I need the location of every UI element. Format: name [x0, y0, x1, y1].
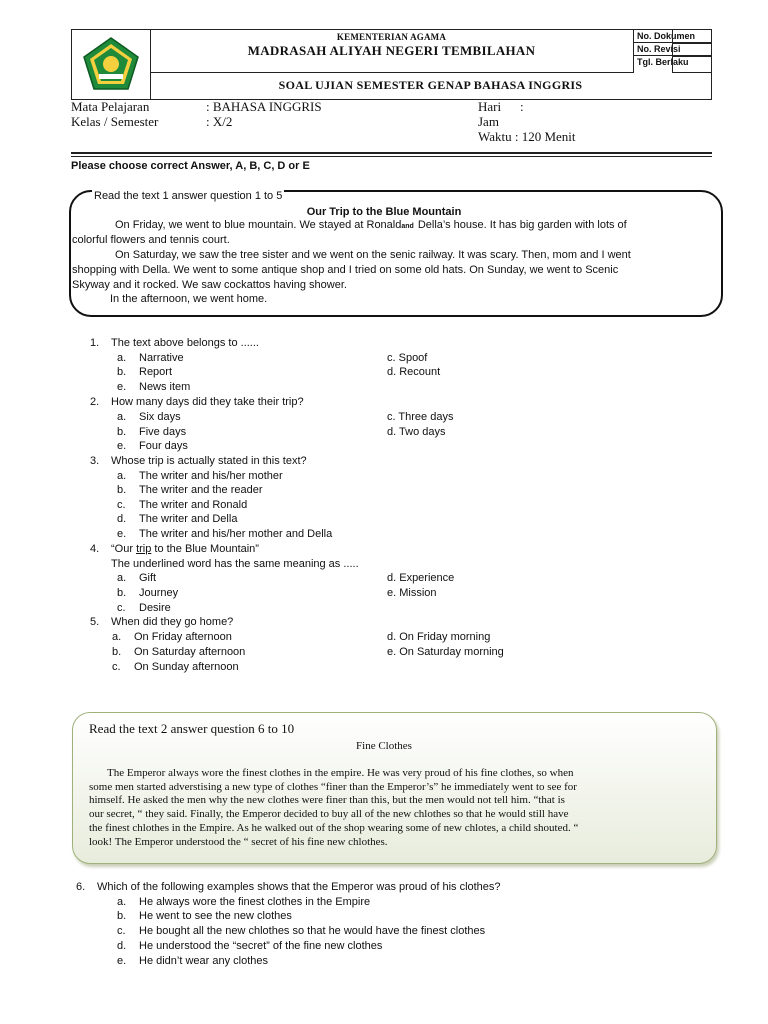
option-letter: b.	[117, 426, 127, 438]
text1-heading: Read the text 1 answer question 1 to 5	[94, 190, 283, 202]
option-letter: d.	[117, 940, 127, 952]
day-value: :	[520, 99, 524, 114]
text1-line-5: Skyway and it rocked. We saw cockattos having shower.	[72, 279, 347, 291]
exam-title-cell	[150, 72, 711, 99]
meta-value-revision	[672, 43, 711, 57]
q5-option-b: On Saturday afternoon	[134, 646, 246, 658]
option-letter: c.	[117, 925, 126, 937]
text2-heading: Read the text 2 answer question 6 to 10	[89, 721, 295, 736]
question-2-text: How many days did they take their trip?	[111, 396, 304, 408]
question-5-text: When did they go home?	[111, 616, 234, 628]
divider-thin	[71, 156, 712, 157]
q3-option-b: The writer and the reader	[139, 484, 263, 496]
q1-option-d: d. Recount	[387, 366, 441, 378]
school-title-cell	[150, 30, 634, 73]
option-letter: a.	[112, 631, 122, 643]
question-4-text: “Our trip to the Blue Mountain”	[111, 543, 259, 555]
q5-option-e: e. On Saturday morning	[387, 646, 504, 658]
option-letter: a.	[117, 411, 127, 423]
option-letter: c.	[112, 661, 121, 673]
text2-title: Fine Clothes	[356, 740, 412, 752]
option-letter: e.	[117, 528, 127, 540]
ministry-name: KEMENTERIAN AGAMA	[336, 32, 447, 42]
underlined-word: trip	[136, 543, 152, 555]
question-number: 3.	[90, 455, 100, 467]
question-number: 6.	[76, 881, 86, 893]
q2-option-d: d. Two days	[387, 426, 446, 438]
text2-line-1: The Emperor always wore the finest clothes in the empire. He was very proud of his fine clothes, so when	[107, 767, 574, 779]
text1-line-6: In the afternoon, we went home.	[110, 293, 268, 305]
question-4-subtext: The underlined word has the same meaning as .....	[111, 558, 359, 570]
meta-valid-date: Tgl. Berlaku	[637, 57, 689, 67]
text1-line-1: On Friday, we went to blue mountain. We stayed at Ronaldand Della’s house. It has big garden with lots of	[115, 219, 627, 231]
question-3-text: Whose trip is actually stated in this text?	[111, 455, 307, 467]
class-value: : X/2	[206, 114, 233, 129]
header-table	[71, 29, 712, 100]
q3-option-d: The writer and Della	[139, 513, 238, 525]
question-number: 1.	[90, 337, 100, 349]
q4-option-a: Gift	[139, 572, 157, 584]
option-letter: b.	[117, 587, 127, 599]
meta-doc-number: No. Dokumen	[633, 30, 711, 43]
option-letter: a.	[117, 572, 127, 584]
exam-title: SOAL UJIAN SEMESTER GENAP BAHASA INGGRIS	[278, 78, 583, 92]
option-letter: b.	[117, 366, 127, 378]
option-letter: d.	[117, 513, 127, 525]
question-number: 2.	[90, 396, 100, 408]
option-letter: b.	[112, 646, 122, 658]
option-letter: a.	[117, 470, 127, 482]
option-letter: e.	[117, 955, 127, 967]
q1-option-c: c. Spoof	[387, 352, 428, 364]
q5-option-d: d. On Friday morning	[387, 631, 491, 643]
q6-option-a: He always wore the finest clothes in the Empire	[139, 896, 371, 908]
q2-option-e: Four days	[139, 440, 188, 452]
text1-line-4: shopping with Della. We went to some antique shop and I tried on some old hats. On Sunday, we went to Scenic	[72, 264, 619, 276]
q6-option-b: He went to see the new clothes	[139, 910, 292, 922]
q6-option-e: He didn’t wear any clothes	[139, 955, 269, 967]
question-1-text: The text above belongs to ......	[111, 337, 259, 349]
option-letter: e.	[117, 440, 127, 452]
question-number: 4.	[90, 543, 100, 555]
text2-line-6: look! The Emperor understood the “ secret of his fine new chlothes.	[89, 836, 388, 848]
meta-revision: No. Revisi	[633, 43, 711, 56]
text1-line-3: On Saturday, we saw the tree sister and we went on the senic railway. It was scary. Then, mom and I went	[115, 249, 631, 261]
time-label: Waktu : 120 Menit	[478, 129, 576, 144]
text2-line-5: the finest chlothes in the Empire. As he walked out of the shop wearing some of new chlotes, a child shouted. “	[89, 822, 579, 834]
class-label: Kelas / Semester	[71, 114, 159, 129]
text2-line-3: himself. He asked the men why the new clothes were finer than this, but the men would not tell him. “that is	[89, 794, 565, 806]
option-letter: a.	[117, 896, 127, 908]
q2-option-c: c. Three days	[387, 411, 454, 423]
q2-option-b: Five days	[139, 426, 187, 438]
q1-option-a: Narrative	[139, 352, 184, 364]
meta-value-date	[672, 56, 711, 73]
option-letter: e.	[117, 381, 127, 393]
q4-option-b: Journey	[139, 587, 179, 599]
option-letter: a.	[117, 352, 127, 364]
q1-option-e: News item	[139, 381, 191, 393]
q5-option-c: On Sunday afternoon	[134, 661, 239, 673]
q6-option-c: He bought all the new chlothes so that he would have the finest clothes	[139, 925, 486, 937]
q5-option-a: On Friday afternoon	[134, 631, 232, 643]
subject-label: Mata Pelajaran	[71, 99, 150, 114]
q3-option-a: The writer and his/her mother	[139, 470, 283, 482]
q3-option-e: The writer and his/her mother and Della	[139, 528, 333, 540]
text2-line-2: some men started adverstising a new type of clothes “finer than the Emperor’s” he immediately went to see for	[89, 781, 577, 793]
instruction: Please choose correct Answer, A, B, C, D or E	[71, 160, 310, 172]
meta-value-doc	[672, 30, 711, 44]
day-label: Hari	[478, 99, 502, 114]
option-letter: b.	[117, 484, 127, 496]
hour-label: Jam	[478, 114, 499, 129]
option-letter: c.	[117, 602, 126, 614]
school-name: MADRASAH ALIYAH NEGERI TEMBILAHAN	[247, 43, 536, 58]
q4-option-d: d. Experience	[387, 572, 455, 584]
q4-option-e: e. Mission	[387, 587, 437, 599]
question-number: 5.	[90, 616, 100, 628]
q4-option-c: Desire	[139, 602, 171, 614]
text1-title: Our Trip to the Blue Mountain	[306, 206, 462, 218]
text1-line-2: colorful flowers and tennis court.	[72, 234, 230, 246]
q1-option-b: Report	[139, 366, 173, 378]
q2-option-a: Six days	[139, 411, 181, 423]
text2-line-4: our secret, “ they said. Finally, the Emperor decided to buy all of the new chlothes so that he would still have	[89, 808, 569, 820]
q3-option-c: The writer and Ronald	[139, 499, 248, 511]
meta-divider	[633, 30, 634, 72]
q6-option-d: He understood the “secret” of the fine new clothes	[139, 940, 383, 952]
question-6-text: Which of the following examples shows that the Emperor was proud of his clothes?	[97, 881, 501, 893]
kemenag-logo-icon	[81, 36, 141, 92]
option-letter: c.	[117, 499, 126, 511]
option-letter: b.	[117, 910, 127, 922]
logo-cell	[72, 30, 151, 99]
divider-thick	[71, 152, 712, 154]
subject-value: : BAHASA INGGRIS	[206, 99, 322, 114]
